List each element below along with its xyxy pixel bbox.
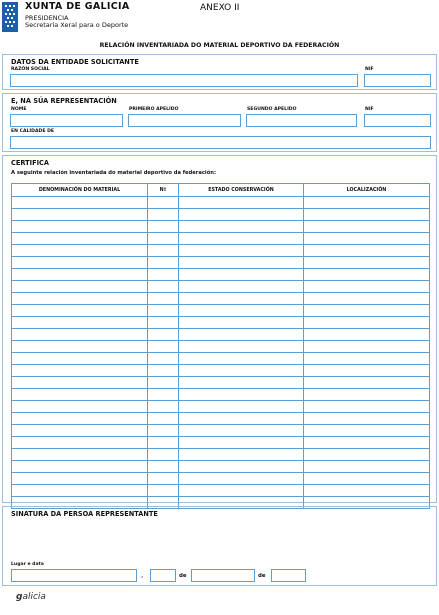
table-cell-condition[interactable]	[179, 473, 304, 485]
table-row	[12, 305, 430, 317]
department-name: PRESIDENCIA	[25, 14, 69, 22]
table-row	[12, 233, 430, 245]
certification-intro: A seguinte relación inventariada do material deportivo da federación:	[11, 170, 217, 176]
table-cell-number[interactable]	[148, 329, 179, 341]
table-row	[12, 365, 430, 377]
table-cell-location[interactable]	[304, 329, 430, 341]
table-row	[12, 377, 430, 389]
table-cell-condition[interactable]	[179, 353, 304, 365]
table-row	[12, 317, 430, 329]
table-cell-number[interactable]	[148, 461, 179, 473]
table-row	[12, 461, 430, 473]
table-cell-material[interactable]	[12, 449, 148, 461]
subdepartment-name: Secretaría Xeral para o Deporte	[25, 21, 129, 29]
table-row	[12, 473, 430, 485]
table-cell-location[interactable]	[304, 293, 430, 305]
table-cell-location[interactable]	[304, 437, 430, 449]
table-cell-material[interactable]	[12, 353, 148, 365]
table-cell-number[interactable]	[148, 269, 179, 281]
table-cell-number[interactable]	[148, 377, 179, 389]
table-cell-condition[interactable]	[179, 485, 304, 497]
table-cell-condition[interactable]	[179, 197, 304, 209]
representative-nif-field[interactable]	[364, 114, 431, 127]
table-row	[12, 293, 430, 305]
table-cell-location[interactable]	[304, 401, 430, 413]
table-cell-condition[interactable]	[179, 221, 304, 233]
table-cell-location[interactable]	[304, 473, 430, 485]
column-header-material: DENOMINACIÓN DO MATERIAL	[12, 184, 148, 197]
table-cell-number[interactable]	[148, 413, 179, 425]
signature-section	[2, 506, 437, 586]
table-cell-location[interactable]	[304, 197, 430, 209]
table-cell-number[interactable]	[148, 425, 179, 437]
table-cell-material[interactable]	[12, 281, 148, 293]
table-cell-condition[interactable]	[179, 245, 304, 257]
table-row	[12, 329, 430, 341]
table-cell-location[interactable]	[304, 449, 430, 461]
representative-section-title: E, NA SÚA REPRESENTACIÓN	[11, 97, 117, 105]
table-cell-location[interactable]	[304, 281, 430, 293]
table-row	[12, 425, 430, 437]
table-cell-material[interactable]	[12, 269, 148, 281]
inventory-table-body	[12, 197, 430, 509]
table-cell-number[interactable]	[148, 257, 179, 269]
table-cell-condition[interactable]	[179, 293, 304, 305]
xunta-flag-icon	[2, 2, 18, 32]
table-row	[12, 245, 430, 257]
galicia-logo	[16, 593, 46, 602]
company-name-label: RAZÓN SOCIAL	[11, 67, 50, 72]
applicant-nif-label: NIF	[365, 67, 374, 72]
table-cell-condition[interactable]	[179, 257, 304, 269]
place-date-label: Lugar e data	[11, 562, 44, 567]
month-field[interactable]	[191, 569, 255, 582]
table-cell-material[interactable]	[12, 437, 148, 449]
first-name-label: NOME	[11, 107, 27, 112]
table-cell-number[interactable]	[148, 437, 179, 449]
table-cell-location[interactable]	[304, 317, 430, 329]
date-separator-de-1: de	[179, 573, 187, 579]
table-cell-material[interactable]	[12, 461, 148, 473]
table-cell-number[interactable]	[148, 305, 179, 317]
applicant-section	[2, 54, 437, 90]
representative-nif-label: NIF	[365, 107, 374, 112]
table-row	[12, 449, 430, 461]
table-cell-material[interactable]	[12, 413, 148, 425]
table-cell-number[interactable]	[148, 389, 179, 401]
capacity-field[interactable]	[10, 136, 431, 149]
table-cell-location[interactable]	[304, 377, 430, 389]
table-cell-material[interactable]	[12, 425, 148, 437]
column-header-number: Nº	[148, 184, 179, 197]
table-cell-location[interactable]	[304, 221, 430, 233]
table-cell-material[interactable]	[12, 305, 148, 317]
table-row	[12, 197, 430, 209]
table-cell-number[interactable]	[148, 245, 179, 257]
table-cell-location[interactable]	[304, 257, 430, 269]
table-row	[12, 353, 430, 365]
table-cell-condition[interactable]	[179, 233, 304, 245]
galicia-logo-mark: g	[16, 592, 23, 602]
table-row	[12, 221, 430, 233]
annex-label: ANEXO II	[200, 3, 240, 13]
table-cell-number[interactable]	[148, 341, 179, 353]
table-row	[12, 389, 430, 401]
table-cell-location[interactable]	[304, 389, 430, 401]
table-row	[12, 437, 430, 449]
table-cell-condition[interactable]	[179, 461, 304, 473]
table-cell-location[interactable]	[304, 305, 430, 317]
inventory-table-header	[12, 184, 430, 197]
first-name-field[interactable]	[10, 114, 123, 127]
table-cell-location[interactable]	[304, 425, 430, 437]
table-cell-material[interactable]	[12, 329, 148, 341]
table-cell-number[interactable]	[148, 365, 179, 377]
table-cell-number[interactable]	[148, 485, 179, 497]
table-cell-location[interactable]	[304, 233, 430, 245]
table-cell-material[interactable]	[12, 389, 148, 401]
company-name-field[interactable]	[10, 74, 358, 87]
place-separator: ,	[141, 571, 144, 579]
table-cell-condition[interactable]	[179, 401, 304, 413]
table-cell-number[interactable]	[148, 473, 179, 485]
table-cell-location[interactable]	[304, 209, 430, 221]
table-cell-number[interactable]	[148, 353, 179, 365]
signature-section-title: SINATURA DA PERSOA REPRESENTANTE	[11, 510, 158, 518]
table-cell-condition[interactable]	[179, 365, 304, 377]
column-header-condition: ESTADO CONSERVACIÓN	[179, 184, 304, 197]
table-cell-number[interactable]	[148, 449, 179, 461]
table-cell-condition[interactable]	[179, 341, 304, 353]
table-cell-number[interactable]	[148, 293, 179, 305]
table-cell-condition[interactable]	[179, 437, 304, 449]
table-cell-condition[interactable]	[179, 317, 304, 329]
table-cell-location[interactable]	[304, 485, 430, 497]
table-cell-material[interactable]	[12, 197, 148, 209]
table-cell-condition[interactable]	[179, 425, 304, 437]
table-cell-material[interactable]	[12, 245, 148, 257]
column-header-location: LOCALIZACIÓN	[304, 184, 430, 197]
certification-section-title: CERTIFICA	[11, 159, 49, 167]
table-cell-condition[interactable]	[179, 281, 304, 293]
document-title: RELACIÓN INVENTARIADA DO MATERIAL DEPORTIVO DA FEDERACIÓN	[99, 42, 340, 49]
second-surname-label: SEGUNDO APELIDO	[247, 107, 297, 112]
second-surname-field[interactable]	[246, 114, 357, 127]
table-cell-location[interactable]	[304, 341, 430, 353]
table-cell-condition[interactable]	[179, 389, 304, 401]
inventory-table	[11, 183, 430, 509]
table-cell-condition[interactable]	[179, 377, 304, 389]
table-cell-condition[interactable]	[179, 305, 304, 317]
table-cell-condition[interactable]	[179, 329, 304, 341]
table-cell-condition[interactable]	[179, 269, 304, 281]
day-field[interactable]	[150, 569, 176, 582]
table-cell-material[interactable]	[12, 221, 148, 233]
table-cell-material[interactable]	[12, 485, 148, 497]
table-row	[12, 269, 430, 281]
table-cell-number[interactable]	[148, 317, 179, 329]
capacity-label: EN CALIDADE DE	[11, 129, 55, 134]
table-cell-material[interactable]	[12, 473, 148, 485]
table-cell-number[interactable]	[148, 209, 179, 221]
table-cell-number[interactable]	[148, 221, 179, 233]
table-cell-material[interactable]	[12, 233, 148, 245]
org-name: XUNTA DE GALICIA	[25, 1, 130, 12]
place-field[interactable]	[11, 569, 137, 582]
table-cell-material[interactable]	[12, 365, 148, 377]
table-cell-location[interactable]	[304, 269, 430, 281]
year-field[interactable]	[271, 569, 306, 582]
table-cell-material[interactable]	[12, 401, 148, 413]
table-cell-location[interactable]	[304, 365, 430, 377]
table-cell-condition[interactable]	[179, 449, 304, 461]
table-cell-condition[interactable]	[179, 209, 304, 221]
table-row	[12, 341, 430, 353]
table-cell-material[interactable]	[12, 257, 148, 269]
galicia-logo-text: alicia	[22, 592, 46, 602]
applicant-section-title: DATOS DA ENTIDADE SOLICITANTE	[11, 58, 139, 66]
table-cell-material[interactable]	[12, 341, 148, 353]
table-cell-material[interactable]	[12, 209, 148, 221]
table-cell-material[interactable]	[12, 317, 148, 329]
table-row	[12, 485, 430, 497]
table-cell-number[interactable]	[148, 233, 179, 245]
table-cell-location[interactable]	[304, 353, 430, 365]
table-row	[12, 257, 430, 269]
first-surname-label: PRIMEIRO APELIDO	[129, 107, 179, 112]
table-cell-condition[interactable]	[179, 413, 304, 425]
table-cell-location[interactable]	[304, 413, 430, 425]
table-cell-number[interactable]	[148, 197, 179, 209]
table-row	[12, 281, 430, 293]
table-cell-number[interactable]	[148, 401, 179, 413]
date-separator-de-2: de	[258, 573, 266, 579]
table-cell-material[interactable]	[12, 377, 148, 389]
table-cell-location[interactable]	[304, 245, 430, 257]
table-cell-location[interactable]	[304, 461, 430, 473]
table-row	[12, 209, 430, 221]
representative-section	[2, 93, 437, 152]
table-cell-material[interactable]	[12, 293, 148, 305]
applicant-nif-field[interactable]	[364, 74, 431, 87]
table-row	[12, 413, 430, 425]
table-row	[12, 401, 430, 413]
table-cell-number[interactable]	[148, 281, 179, 293]
first-surname-field[interactable]	[128, 114, 241, 127]
